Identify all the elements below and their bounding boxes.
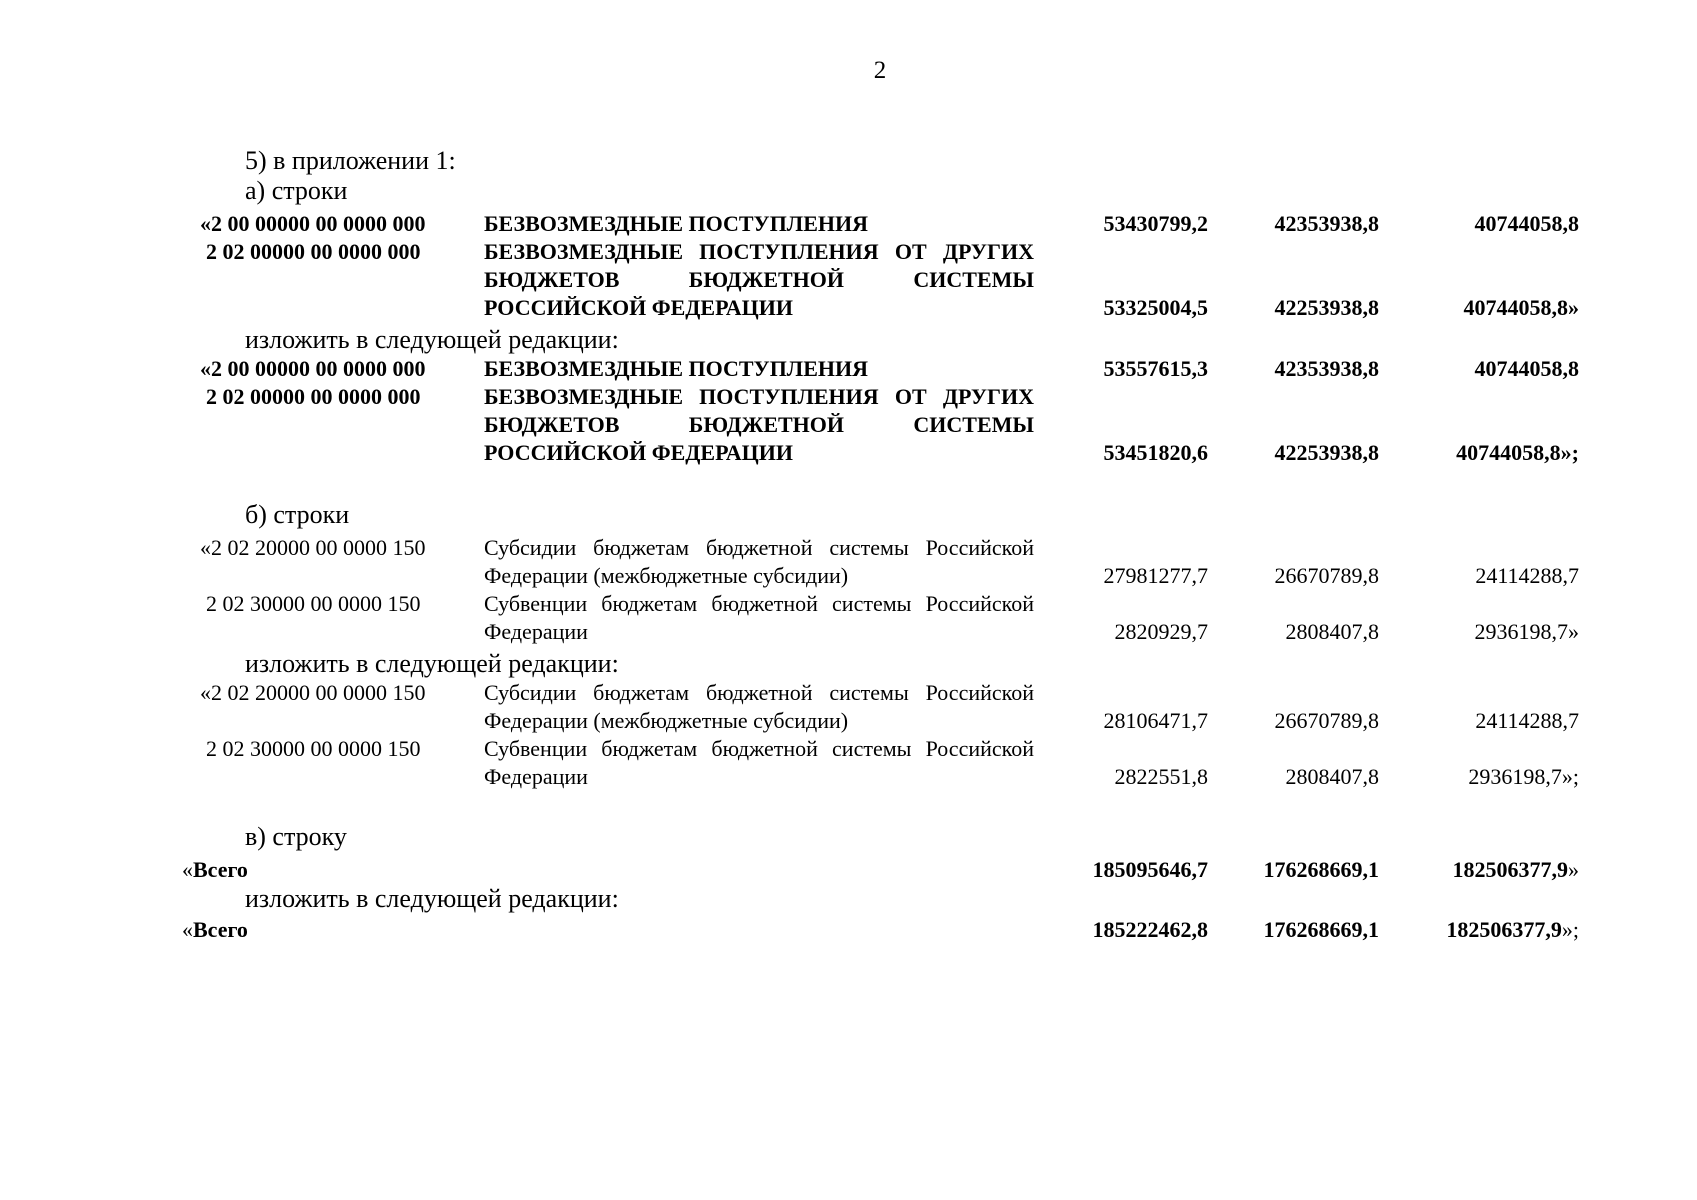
- row-name: Субвенции бюджетам бюджетной системы Российской Федерации: [484, 591, 1034, 644]
- row-value-3: [1359, 916, 1579, 944]
- row-value-3: 24114288,7: [1475, 708, 1579, 733]
- total-label: [182, 916, 248, 944]
- row-value-2: 42353938,8: [1274, 356, 1379, 381]
- row-value-2: 26670789,8: [1274, 708, 1379, 733]
- open-quote: «: [182, 857, 193, 882]
- row-code: «2 02 20000 00 0000 150: [200, 535, 426, 560]
- row-value-3: 24114288,7: [1475, 563, 1579, 588]
- row-code: 2 02 00000 00 0000 000: [206, 384, 421, 409]
- row-code: 2 02 00000 00 0000 000: [206, 239, 421, 264]
- part-b-heading: б) строки: [245, 500, 350, 529]
- row-name: БЕЗВОЗМЕЗДНЫЕ ПОСТУПЛЕНИЯ: [484, 356, 868, 381]
- row-value-1: 53430799,2: [1103, 211, 1208, 236]
- row-value-1: 185222462,8: [1092, 917, 1208, 942]
- row-name: БЕЗВОЗМЕЗДНЫЕ ПОСТУПЛЕНИЯ: [484, 211, 868, 236]
- part-c-heading: в) строку: [245, 822, 347, 851]
- row-code: «2 00 00000 00 0000 000: [200, 211, 426, 236]
- row-value-1: 53451820,6: [1103, 440, 1208, 465]
- row-code: 2 02 30000 00 0000 150: [206, 591, 421, 616]
- row-code: «2 00 00000 00 0000 000: [200, 356, 426, 381]
- part-a-heading: а) строки: [245, 176, 348, 205]
- row-value-3: 40744058,8: [1474, 356, 1579, 381]
- row-code: 2 02 30000 00 0000 150: [206, 736, 421, 761]
- row-value-1: 28106471,7: [1103, 708, 1208, 733]
- row-value-2: 42253938,8: [1274, 295, 1379, 320]
- row-value-2: 26670789,8: [1274, 563, 1379, 588]
- row-name: БЕЗВОЗМЕЗДНЫЕ ПОСТУПЛЕНИЯ ОТ ДРУГИХ БЮДЖЕТОВ БЮДЖЕТНОЙ СИСТЕМЫ РОССИЙСКОЙ ФЕДЕРАЦИИ: [484, 384, 1034, 465]
- row-value-1: 27981277,7: [1103, 563, 1208, 588]
- open-quote: «: [182, 917, 193, 942]
- row-value-2: 2808407,8: [1285, 764, 1379, 789]
- page-number: 2: [873, 57, 887, 84]
- row-value-3: 40744058,8: [1474, 211, 1579, 236]
- row-code: «2 02 20000 00 0000 150: [200, 680, 426, 705]
- value-3-number: 182506377,9: [1452, 857, 1568, 882]
- row-value-2: 2808407,8: [1285, 619, 1379, 644]
- row-value-3: 2936198,7»;: [1468, 764, 1579, 789]
- row-value-1: 2820929,7: [1114, 619, 1208, 644]
- close-quote: »: [1568, 857, 1579, 882]
- intro-paragraph: 5) в приложении 1:: [245, 146, 456, 175]
- row-name: БЕЗВОЗМЕЗДНЫЕ ПОСТУПЛЕНИЯ ОТ ДРУГИХ БЮДЖЕТОВ БЮДЖЕТНОЙ СИСТЕМЫ РОССИЙСКОЙ ФЕДЕРАЦИИ: [484, 239, 1034, 320]
- part-a-new-heading: изложить в следующей редакции:: [245, 325, 619, 354]
- row-value-1: 2822551,8: [1114, 764, 1208, 789]
- row-name: Субсидии бюджетам бюджетной системы Российской Федерации (межбюджетные субсидии): [484, 680, 1034, 733]
- row-value-1: 53325004,5: [1103, 295, 1208, 320]
- part-c-new-heading: изложить в следующей редакции:: [245, 884, 619, 913]
- part-b-new-heading: изложить в следующей редакции:: [245, 649, 619, 678]
- row-value-3: 2936198,7»: [1474, 619, 1579, 644]
- row-name: Субвенции бюджетам бюджетной системы Российской Федерации: [484, 736, 1034, 789]
- row-value-1: 185095646,7: [1092, 857, 1208, 882]
- row-value-3: 40744058,8»: [1463, 295, 1579, 320]
- value-3-number: 182506377,9: [1446, 917, 1562, 942]
- total-label-text: Всего: [193, 917, 248, 942]
- total-label-text: Всего: [193, 857, 248, 882]
- row-value-3: 40744058,8»;: [1456, 440, 1579, 465]
- row-value-2: 176268669,1: [1263, 917, 1379, 942]
- row-name: Субсидии бюджетам бюджетной системы Российской Федерации (межбюджетные субсидии): [484, 535, 1034, 588]
- row-value-3: [1359, 856, 1579, 884]
- total-label: [182, 856, 248, 884]
- row-value-2: 42353938,8: [1274, 211, 1379, 236]
- row-value-1: 53557615,3: [1103, 356, 1208, 381]
- close-quote: »;: [1561, 917, 1579, 942]
- row-value-2: 176268669,1: [1263, 857, 1379, 882]
- row-value-2: 42253938,8: [1274, 440, 1379, 465]
